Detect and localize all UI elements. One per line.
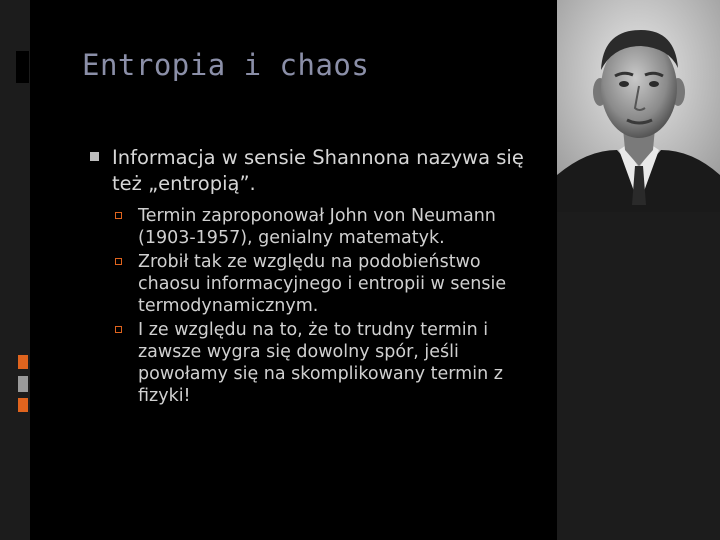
bullet-main-text: Informacja w sensie Shannona nazywa się też „entropią”. bbox=[112, 146, 524, 195]
sub-bullet bbox=[110, 205, 545, 249]
portrait-illustration bbox=[557, 0, 720, 212]
portrait-photo bbox=[557, 0, 720, 212]
slide-title: Entropia i chaos bbox=[82, 48, 370, 82]
hollow-square-bullet-icon bbox=[115, 212, 122, 219]
side-decoration-orange-2 bbox=[18, 398, 28, 412]
side-decoration-orange-1 bbox=[18, 355, 28, 369]
sub-bullet bbox=[110, 251, 545, 317]
square-bullet-icon bbox=[90, 152, 99, 161]
bullet-list bbox=[90, 145, 545, 409]
sub-bullet bbox=[110, 319, 545, 407]
sub-bullet-list bbox=[110, 205, 545, 407]
hollow-square-bullet-icon bbox=[115, 326, 122, 333]
left-marker-top bbox=[16, 51, 29, 61]
sub-bullet-text: Zrobił tak ze względu na podobieństwo chaosu informacyjnego i entropii w sensie termodynamicznym. bbox=[138, 252, 507, 316]
sub-bullet-text: Termin zaproponował John von Neumann (1903-1957), genialny matematyk. bbox=[138, 206, 496, 248]
left-marker-bottom bbox=[16, 61, 29, 83]
hollow-square-bullet-icon bbox=[115, 258, 122, 265]
bullet-main bbox=[90, 145, 545, 197]
side-decoration-gray bbox=[18, 376, 28, 392]
sub-bullet-text: I ze względu na to, że to trudny termin i zawsze wygra się dowolny spór, jeśli powołamy się na skomplikowany termin z fizyki! bbox=[138, 320, 503, 406]
